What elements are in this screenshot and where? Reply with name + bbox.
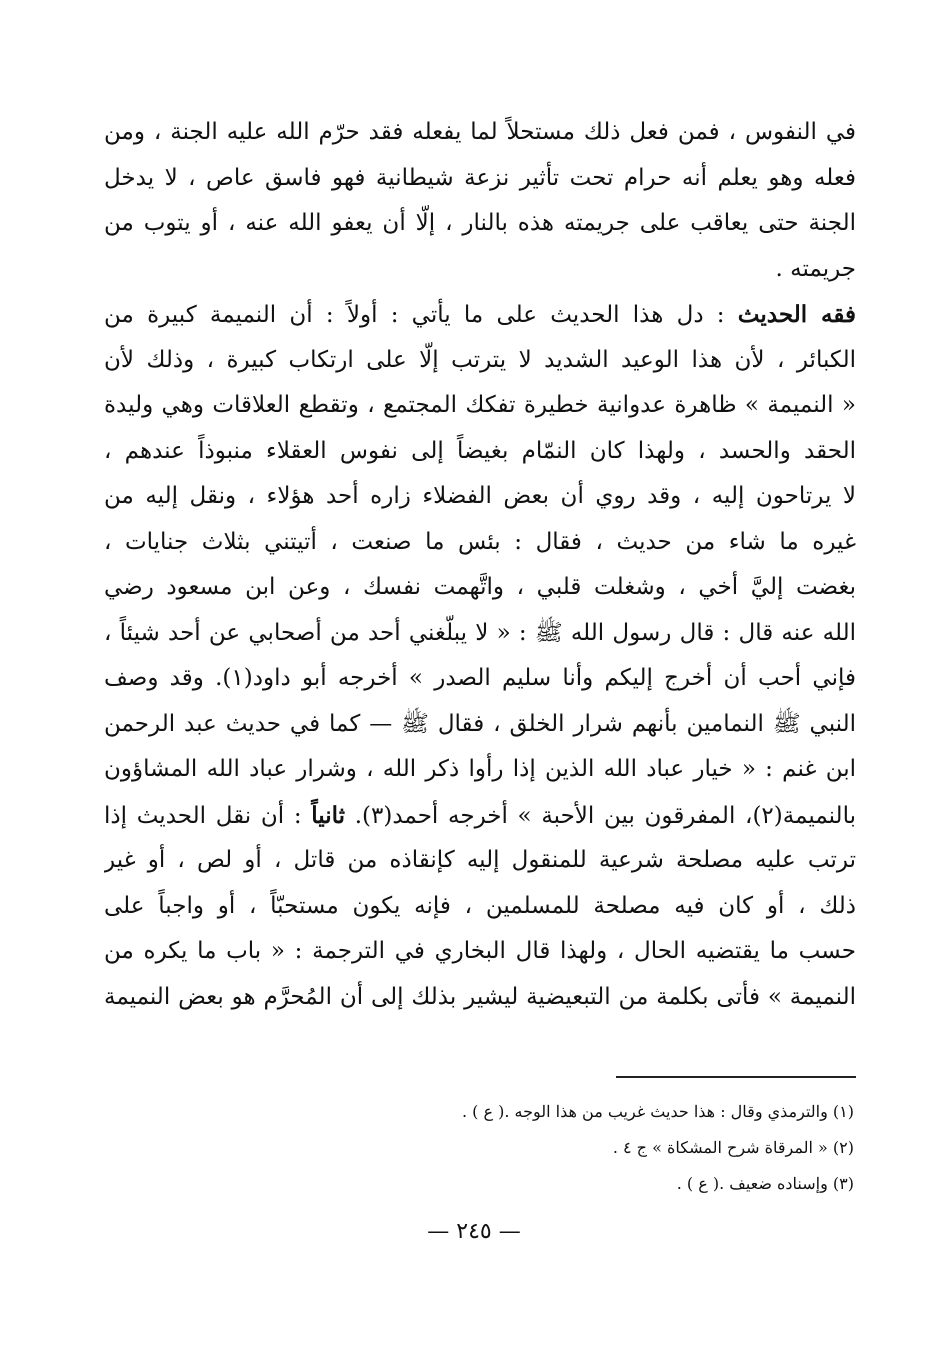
text-segment: الجنة حتى يعاقب على جريمته هذه بالنار ، إلّا أن يعفو الله عنه ، أو يتوب من xyxy=(104,210,856,236)
text-line xyxy=(104,747,856,793)
text-line xyxy=(104,474,856,520)
text-segment: غيره ما شاء من حديث ، فقال : بئس ما صنعت ، أتيتني بثلاث جنايات ، xyxy=(104,528,856,555)
footnotes xyxy=(154,1094,854,1202)
text-segment: فعله وهو يعلم أنه حرام تحت تأثير نزعة شيطانية فهو فاسق عاص ، لا يدخل xyxy=(104,164,856,191)
text-segment: بغضت إليَّ أخي ، وشغلت قلبي ، واتَّهمت نفسك ، وعن ابن مسعود رضي xyxy=(104,574,856,600)
text-segment: : دل هذا الحديث على ما يأتي : أولاً : أن النميمة كبيرة من xyxy=(104,302,738,328)
text-line xyxy=(104,292,856,338)
text-segment: : أن نقل الحديث إذا xyxy=(104,802,312,829)
text-segment: « النميمة » ظاهرة عدوانية خطيرة تفكك المجتمع ، وتقطع العلاقات وهي وليدة xyxy=(104,392,856,418)
bold-heading: فقه الحديث xyxy=(737,301,856,328)
footnote-item: (١) والترمذي وقال : هذا حديث غريب من هذا الوجه .( ع ) . xyxy=(461,1102,854,1121)
text-line xyxy=(104,838,856,884)
text-line xyxy=(104,793,856,839)
bold-heading: ثانياً xyxy=(311,801,346,829)
footnote-item: (٢) « المرقاة شرح المشكاة » ج ٤ . xyxy=(612,1138,854,1157)
text-line xyxy=(104,110,856,156)
text-segment: النميمة » فأتى بكلمة من التبعيضية ليشير بذلك إلى أن المُحرَّم هو بعض النميمة xyxy=(104,983,856,1010)
text-segment: لا يرتاحون إليه ، وقد روي أن بعض الفضلاء زاره أحد هؤلاء ، ونقل إليه من xyxy=(104,483,856,509)
text-line xyxy=(104,338,856,384)
text-line xyxy=(104,611,856,657)
text-segment: الله عنه قال : قال رسول الله ﷺ : « لا يبلّغني أحد من أصحابي عن أحد شيئاً ، xyxy=(104,619,856,646)
text-segment: في النفوس ، فمن فعل ذلك مستحلاً لما يفعله فقد حرّم الله عليه الجنة ، ومن xyxy=(104,119,856,145)
text-line xyxy=(104,520,856,566)
text-segment: جريمته . xyxy=(775,255,856,282)
text-segment: فإني أحب أن أخرج إليكم وأنا سليم الصدر » أخرجه أبو داود(١). وقد وصف xyxy=(104,665,856,691)
text-line xyxy=(104,702,856,748)
text-segment: الكبائر ، لأن هذا الوعيد الشديد لا يترتب إلّا على ارتكاب كبيرة ، وذلك لأن xyxy=(104,346,856,373)
text-line xyxy=(104,884,856,930)
page-number: — ٢٤٥ — xyxy=(427,1219,521,1244)
text-line xyxy=(104,929,856,975)
text-line xyxy=(104,156,856,202)
text-line xyxy=(104,383,856,429)
text-segment: حسب ما يقتضيه الحال ، ولهذا قال البخاري في الترجمة : « باب ما يكره من xyxy=(104,938,856,964)
footnote-separator xyxy=(616,1076,856,1078)
footnote-item: (٣) وإسناده ضعيف .( ع ) . xyxy=(676,1174,854,1193)
text-line xyxy=(104,975,856,1021)
text-line xyxy=(104,565,856,611)
text-segment: بالنميمة(٢)، المفرقون بين الأحبة » أخرجه أحمد(٣). xyxy=(345,802,856,829)
text-line xyxy=(104,656,856,702)
text-line xyxy=(104,247,856,293)
text-segment: الحقد والحسد ، ولهذا كان النمّام بغيضاً إلى نفوس العقلاء منبوذاً عندهم ، xyxy=(104,437,856,464)
text-segment: ابن غنم : « خيار عباد الله الذين إذا رأوا ذكر الله ، وشرار عباد الله المشاؤون xyxy=(104,756,856,782)
main-text xyxy=(104,110,856,1020)
text-segment: ترتب عليه مصلحة شرعية للمنقول إليه كإنقاذه من قاتل ، أو لص ، أو غير xyxy=(104,847,856,873)
text-line xyxy=(104,201,856,247)
text-segment: ذلك ، أو كان فيه مصلحة للمسلمين ، فإنه يكون مستحبّاً ، أو واجباً على xyxy=(104,892,856,919)
text-line xyxy=(104,429,856,475)
text-segment: النبي ﷺ النمامين بأنهم شرار الخلق ، فقال ﷺ — كما في حديث عبد الرحمن xyxy=(104,710,856,737)
